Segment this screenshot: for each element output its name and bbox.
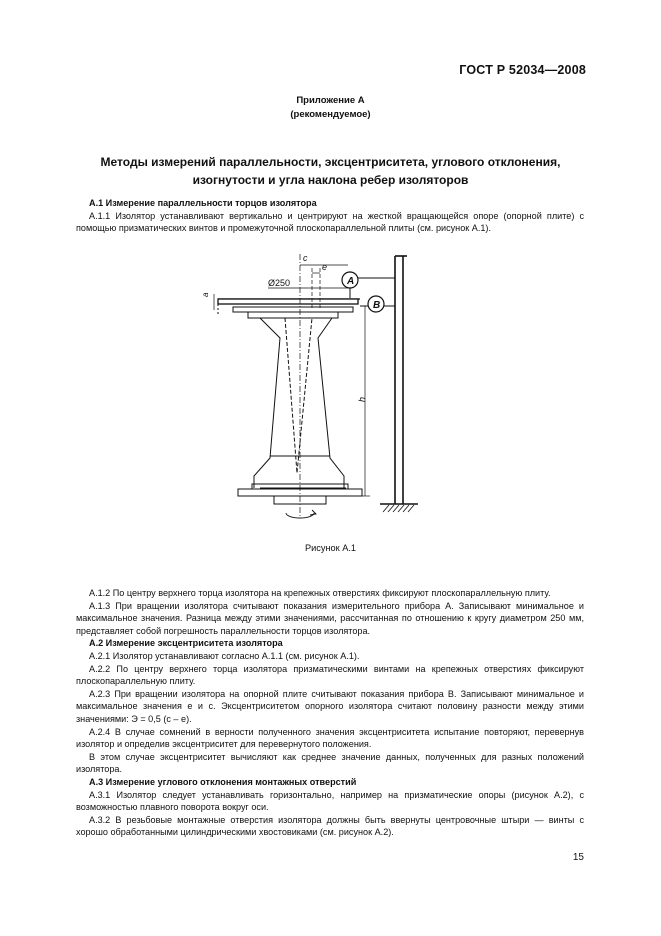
- appendix-title: Приложение А: [296, 95, 365, 106]
- paragraph: А.2.4 В случае сомнений в верности полученного значения эксцентриситета испытание повторяют, перевернув изолятор и определив эксцентриситет для перевернутого положения.: [76, 726, 584, 750]
- standard-number: ГОСТ Р 52034—2008: [459, 63, 586, 77]
- figure-label-a-gauge: A: [347, 276, 355, 287]
- section-heading: А.2 Измерение эксцентриситета изолятора: [89, 638, 283, 649]
- figure-label-e: e: [322, 262, 328, 272]
- section-a1: [76, 197, 584, 235]
- figure-a1-drawing: [200, 248, 440, 530]
- paragraph: А.1.2 По центру верхнего торца изолятора на крепежных отверстиях фиксируют плоскопараллельную плиту.: [89, 588, 551, 598]
- figure-label-b-gauge: B: [373, 300, 381, 311]
- document-title: [60, 153, 601, 189]
- figure-label-diameter: Ø250: [268, 278, 291, 288]
- section-heading: А.1 Измерение параллельности торцов изолятора: [89, 198, 317, 208]
- section-heading: А.3 Измерение углового отклонения монтажных отверстий: [89, 776, 357, 787]
- paragraph: В этом случае эксцентриситет вычисляют как среднее значение данных, полученных для разных положений изолятора.: [76, 751, 584, 775]
- figure-label-h: h: [357, 396, 367, 402]
- paragraph: А.2.2 По центру верхнего торца изолятора призматическими винтами на крепежных отверстиях фиксируют плоскопараллельную плиту.: [76, 663, 584, 687]
- paragraph: А.3.2 В резьбовые монтажные отверстия изолятора должны быть ввернуты центровочные штыри — винты с хорошо обработанными цилиндрическими хвостовиками (см. рисунок А.2).: [76, 814, 584, 838]
- document-title-line1: Методы измерений параллельности, эксцентриситета, углового отклонения,: [100, 155, 561, 169]
- figure-caption: Рисунок А.1: [305, 543, 356, 553]
- figure-label-a-small: a: [201, 292, 210, 297]
- section-a1-continued: [76, 587, 584, 839]
- document-title-line2: изогнутости и угла наклона ребер изоляторов: [192, 173, 469, 187]
- paragraph: А.3.1 Изолятор следует устанавливать горизонтально, например на призматические опоры (рисунок А.2), с возможностью плавного поворота вокруг оси.: [76, 789, 584, 813]
- figure-label-c: c: [303, 253, 308, 263]
- paragraph: А.1.3 При вращении изолятора считывают показания измерительного прибора A. Записывают минимальное и максимальное значения. Разница между этими значениями, рассчитанная по отношению к кругу диаметром 250 мм, представляет собой погрешность параллельности торцов изолятора.: [76, 600, 584, 636]
- paragraph: А.1.1 Изолятор устанавливают вертикально и центрируют на жесткой вращающейся опоре (опорной плите) с помощью призматических винтов и промежуточной плоскопараллельной плиты (см. рисунок А.1).: [76, 210, 584, 234]
- page-number: 15: [572, 852, 584, 863]
- paragraph: А.2.1 Изолятор устанавливают согласно А.1.1 (см. рисунок А.1).: [89, 650, 360, 661]
- appendix-status: (рекомендуемое): [290, 109, 371, 120]
- paragraph: А.2.3 При вращении изолятора на опорной плите считывают показания прибора B. Записывают минимальное и максимальное значения e и c. Эксцентриситетом опорного изолятора считают половину разности между этими значениями: Э = 0,5 (c – e).: [76, 688, 584, 724]
